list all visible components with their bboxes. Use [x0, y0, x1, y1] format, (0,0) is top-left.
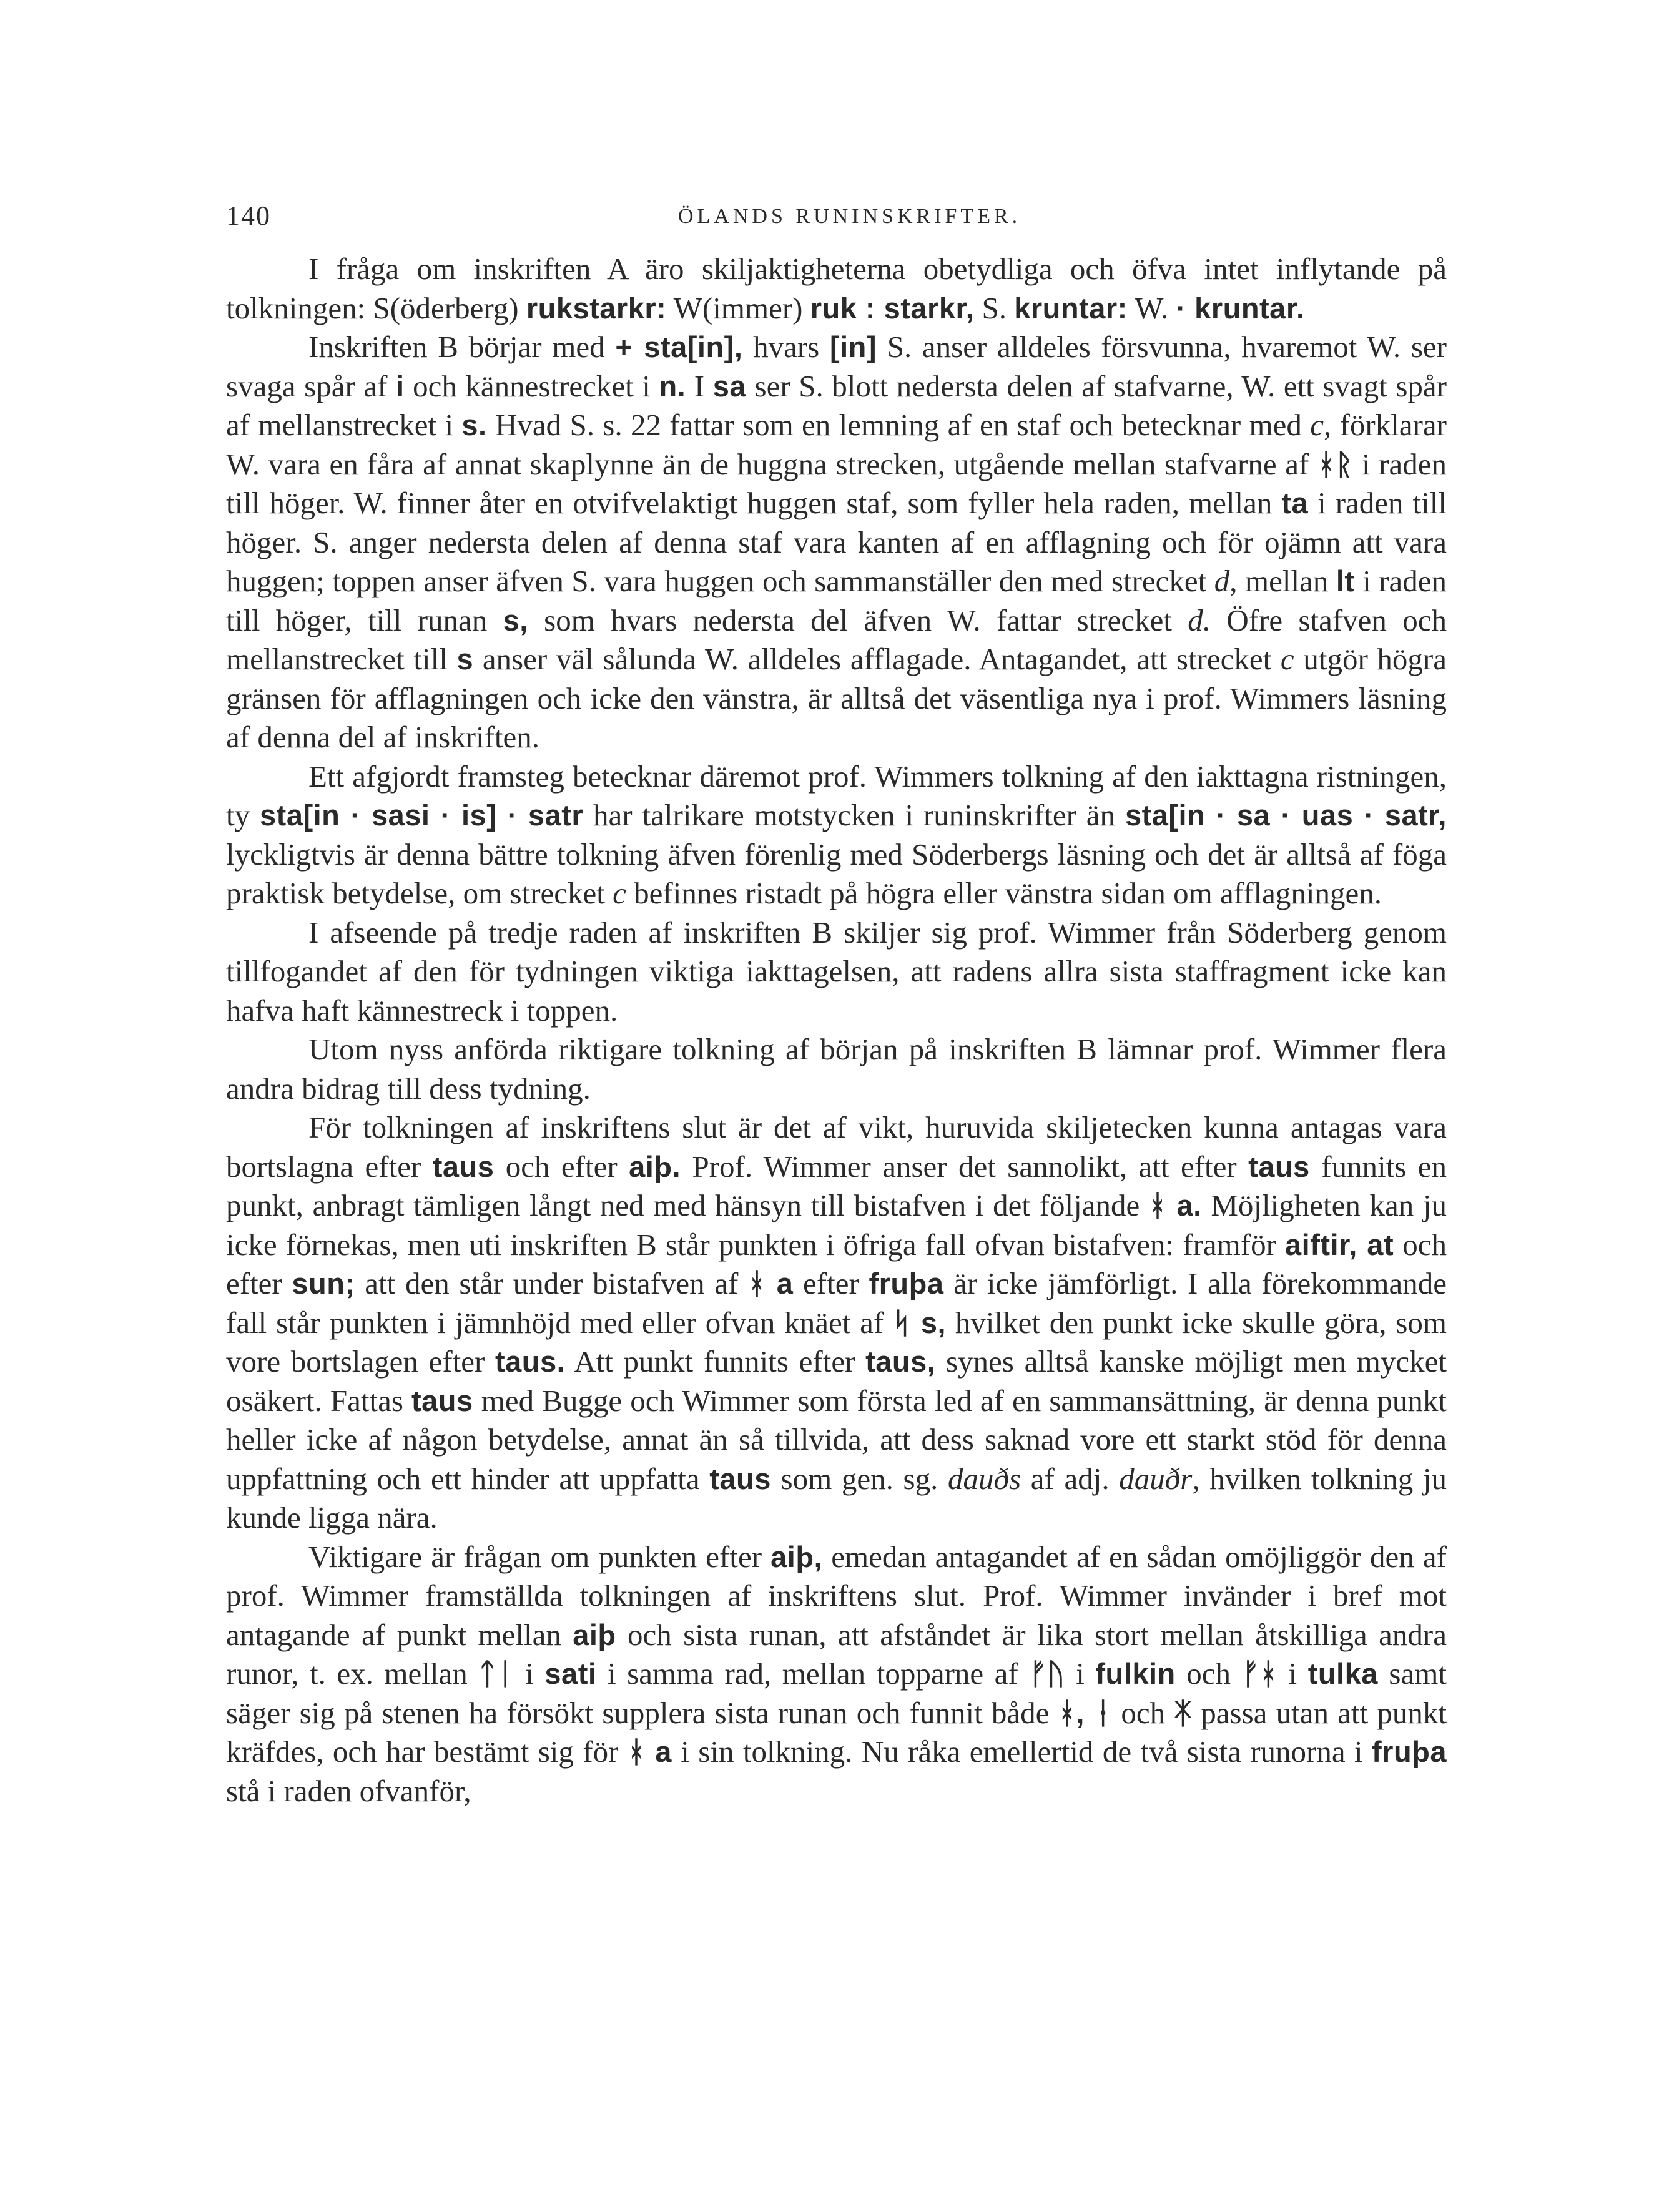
text-run: S.	[974, 290, 1015, 325]
text-run: passa utan att punkt kräfdes, och har bestämt sig för	[226, 1695, 1447, 1769]
runic-transliteration: ᚼᚱ	[1317, 447, 1354, 481]
runic-transliteration: kruntar:	[1014, 291, 1128, 325]
text-run: , hvilken tolkning ju kunde ligga nära.	[226, 1461, 1447, 1535]
italic-term: c	[613, 876, 626, 910]
runic-transliteration: sun;	[292, 1267, 355, 1300]
runic-transliteration: fruþa	[1372, 1735, 1447, 1768]
italic-term: dauðs	[948, 1461, 1021, 1496]
text-run: stå i raden ofvanför,	[226, 1773, 471, 1808]
italic-term: d	[1214, 564, 1230, 598]
runic-transliteration: fruþa	[869, 1267, 944, 1300]
text-run: utgör högra gränsen för afflagningen och icke den vänstra, är alltså det väsentliga nya i prof. Wimmers läsning af denna del af inskriften.	[226, 642, 1447, 754]
text-run: emedan antagandet af en sådan omöjliggör den af prof. Wimmer framställda tolkningen af inskriftens slut. Prof. Wimmer invänder i bref mot antagande af punkt mellan	[226, 1539, 1447, 1652]
text-run: att den står under bistafven af	[355, 1266, 749, 1300]
text-run: samt säger sig på stenen ha försökt supplera sista runan och funnit både	[226, 1656, 1447, 1730]
running-head: ÖLANDS RUNINSKRIFTER.	[678, 205, 1021, 228]
italic-term: d.	[1188, 602, 1211, 637]
text-run: med Bugge och Wimmer som första led af en sammansättning, är denna punkt heller icke af någon betydelse, annat än så tillvida, att dess saknad vore ett starkt stöd för denna uppfattning och ett hinder att uppfatta	[226, 1383, 1447, 1496]
runic-transliteration: ta	[1281, 486, 1309, 519]
text-run: Viktigare är frågan om punkten efter	[308, 1539, 771, 1574]
text-run: hvilket den punkt icke skulle göra, som vore bortslagen efter	[226, 1305, 1447, 1379]
runic-transliteration: + sta[in],	[615, 330, 743, 363]
text-run: som gen. sg.	[770, 1461, 948, 1496]
text-run: hvars	[742, 330, 830, 364]
text-run: Prof. Wimmer anser det sannolikt, att efter	[681, 1149, 1249, 1184]
runic-transliteration: [in]	[829, 330, 877, 363]
paragraph	[226, 250, 1447, 328]
runic-transliteration: rukstarkr:	[526, 291, 667, 325]
paragraph	[226, 757, 1447, 913]
paragraph	[226, 1030, 1447, 1108]
italic-term: dauðr	[1119, 1461, 1193, 1496]
runic-transliteration: ᛡ	[1174, 1696, 1193, 1729]
text-run: I afseende på tredje raden af inskriften B skiljer sig prof. Wimmer från Söderberg genom tillfogandet af den för tydningen viktiga iakttagelsen, att radens allra sista staffragment icke kan hafva haft kännestreck i toppen.	[226, 915, 1447, 1028]
page-number: 140	[226, 200, 271, 231]
text-run: är icke jämförligt. I alla förekommande fall står punkten i jämnhöjd med eller ofvan knäet af	[226, 1266, 1447, 1340]
runic-transliteration: ᚼ, ᚽ	[1058, 1696, 1113, 1729]
italic-term: c	[1280, 642, 1294, 676]
paragraph	[226, 1538, 1447, 1811]
paragraph	[226, 913, 1447, 1031]
text-run: i sin tolkning. Nu råka emellertid de två sista runorna i	[671, 1734, 1372, 1769]
runic-transliteration: ruk : starkr,	[810, 291, 975, 325]
text-run: i	[514, 1656, 545, 1691]
runic-transliteration: aiþ.	[629, 1149, 681, 1183]
text-run: I	[686, 368, 713, 403]
runic-transliteration: ᛏᛁ	[478, 1657, 514, 1690]
text-run: och sista runan, att afståndet är lika stort mellan åtskilliga andra runor, t. ex. mellan	[226, 1617, 1447, 1691]
text-run: befinnes ristadt på högra eller vänstra sidan om afflagningen.	[626, 876, 1382, 910]
runic-transliteration: taus.	[495, 1345, 566, 1378]
text-run: Ett afgjordt framsteg betecknar däremot prof. Wimmers tolkning af den iakttagna ristningen, ty	[226, 759, 1447, 832]
text-run: synes alltså kanske möjligt men mycket osäkert. Fattas	[226, 1344, 1447, 1418]
text-run: funnits en punkt, anbragt tämligen långt ned med hänsyn till bistafven i det följande	[226, 1149, 1447, 1222]
text-run: och efter	[226, 1227, 1447, 1300]
text-run: i raden till höger. W. finner åter en otvifvelaktigt huggen staf, som fyller hela raden, mellan	[226, 446, 1447, 520]
runic-transliteration: aiftir, at	[1285, 1227, 1394, 1261]
runic-transliteration: ᚼ a	[627, 1735, 672, 1768]
runic-transliteration: ᛋ s,	[893, 1305, 947, 1339]
runic-transliteration: taus	[411, 1384, 473, 1417]
text-run: Att punkt funnits efter	[565, 1344, 866, 1379]
text-run: , mellan	[1229, 564, 1336, 598]
runic-transliteration: sati	[544, 1657, 597, 1690]
text-run: anser väl sålunda W. alldeles afflagade. Antagandet, att strecket	[473, 642, 1281, 676]
text-run: af adj.	[1021, 1461, 1120, 1496]
text-run: I fråga om inskriften A äro skiljaktigheterna obetydliga och öfva intet inflytande på tolkningen: S(öderberg)	[226, 252, 1447, 325]
runic-transliteration: taus	[432, 1149, 495, 1183]
runic-transliteration: tulka	[1307, 1657, 1378, 1690]
runic-transliteration: · kruntar.	[1176, 291, 1305, 325]
text-run: som hvars nedersta del äfven W. fattar strecket	[528, 602, 1188, 637]
text-run: lyckligtvis är denna bättre tolkning äfven förenlig med Söderbergs läsning och det är alltså af föga praktisk betydelse, om strecket	[226, 837, 1447, 910]
text-run: W(immer)	[666, 290, 810, 325]
text-run: S. anser alldeles försvunna, hvaremot W. ser svaga spår af	[226, 330, 1447, 403]
runic-transliteration: aiþ,	[770, 1540, 823, 1573]
text-run: efter	[793, 1266, 869, 1300]
text-run: och	[1112, 1695, 1174, 1730]
text-run: och efter	[494, 1149, 629, 1184]
body-text	[226, 250, 1447, 1811]
text-run: i	[1277, 1656, 1308, 1691]
text-run: För tolkningen af inskriftens slut är det af vikt, huruvida skiljetecken kunna antagas vara bortslagna efter	[226, 1110, 1447, 1184]
italic-term: c	[1310, 408, 1324, 442]
runic-transliteration: i	[395, 369, 405, 403]
runic-transliteration: n.	[659, 369, 686, 403]
text-run: Öfre stafven och mellanstrecket till	[226, 602, 1447, 676]
text-run: Inskriften B börjar med	[308, 330, 616, 364]
runic-transliteration: sta[in · sasi · is] · satr	[260, 799, 584, 832]
text-run: Hvad S. s. 22 fattar som en lemning af en staf och betecknar med	[486, 408, 1311, 442]
text-run: W.	[1127, 290, 1176, 325]
text-run: i raden till höger. S. anger nedersta delen af denna staf vara kanten af en afflagning och för ojämn att vara huggen; toppen anser äfven S. vara huggen och sammanställer den med strecket	[226, 486, 1447, 598]
runic-transliteration: taus,	[865, 1345, 936, 1378]
text-run: har talrikare motstycken i runinskrifter än	[583, 798, 1125, 832]
runic-transliteration: aiþ	[573, 1618, 616, 1651]
runic-transliteration: ᚼ a	[748, 1267, 794, 1300]
text-run: i samma rad, mellan topparne af	[596, 1656, 1030, 1691]
text-run: Utom nyss anförda riktigare tolkning af början på inskriften B lämnar prof. Wimmer flera andra bidrag till dess tydning.	[226, 1032, 1447, 1106]
runic-transliteration: lt	[1336, 564, 1355, 597]
runic-transliteration: ᚠᚢ	[1029, 1657, 1065, 1690]
runic-transliteration: ᚠᚼ	[1241, 1657, 1277, 1690]
runic-transliteration: s.	[461, 408, 487, 441]
paragraph	[226, 1108, 1447, 1538]
paragraph	[226, 328, 1447, 757]
runic-transliteration: s	[456, 642, 474, 676]
text-run: Möjligheten kan ju icke förnekas, men uti inskriften B står punkten i öfriga fall ofvan bistafven: framför	[226, 1188, 1447, 1262]
runic-transliteration: ᚼ a.	[1148, 1189, 1202, 1222]
runic-transliteration: taus	[709, 1462, 771, 1495]
text-run: , förklarar W. vara en fåra af annat skaplynne än de huggna strecken, utgående mellan stafvarne af	[226, 408, 1447, 481]
runic-transliteration: taus	[1248, 1149, 1310, 1183]
text-run: ser S. blott nedersta delen af stafvarne, W. ett svagt spår af mellanstrecket i	[226, 368, 1447, 442]
text-run: och	[1175, 1656, 1242, 1691]
runic-transliteration: s,	[503, 603, 528, 637]
text-run: i raden till höger, till runan	[226, 564, 1447, 637]
runic-transliteration: sa	[712, 369, 746, 403]
text-run: och kännestrecket i	[404, 368, 659, 403]
text-run: i	[1065, 1656, 1096, 1691]
runic-transliteration: sta[in · sa · uas · satr,	[1125, 799, 1447, 832]
runic-transliteration: fulkin	[1095, 1657, 1176, 1690]
